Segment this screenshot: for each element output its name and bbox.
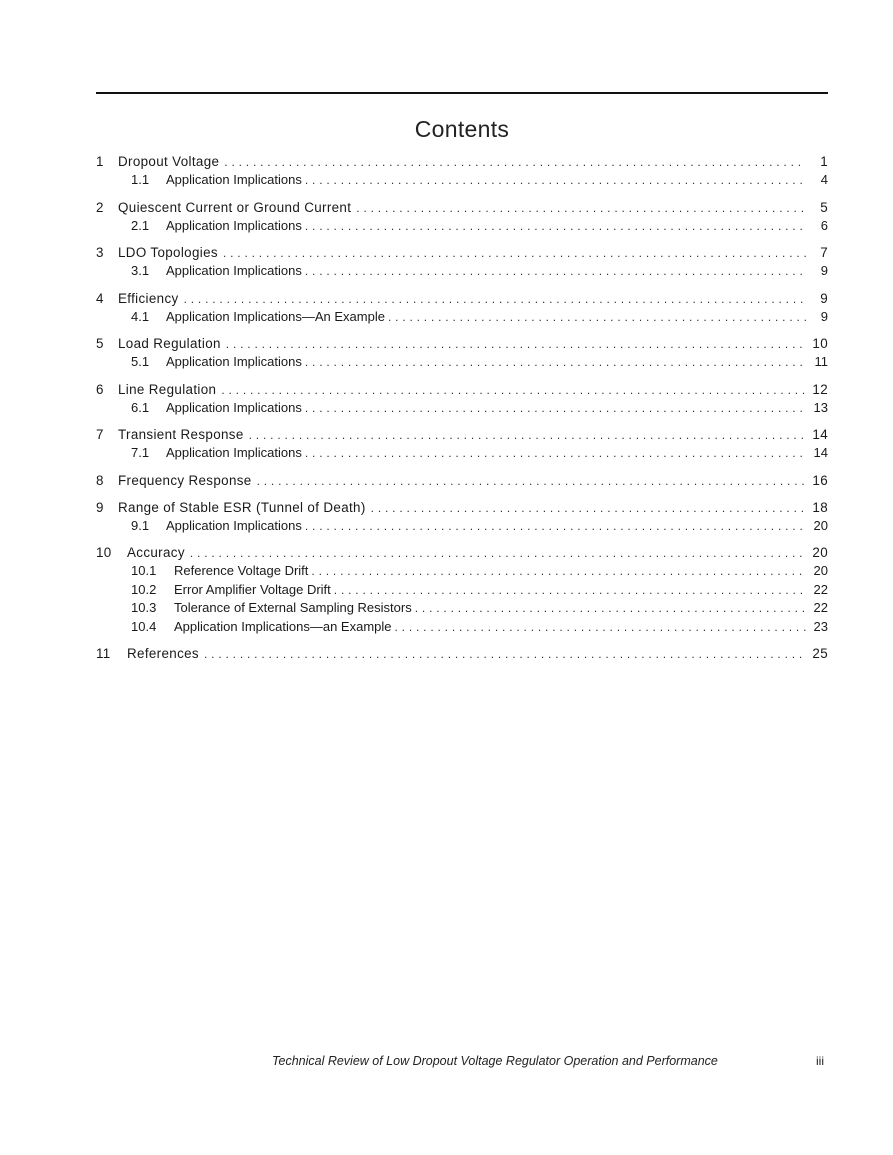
dot-leader (334, 582, 806, 600)
toc-subentry-title: Application Implications (166, 217, 302, 233)
toc-entry[interactable] (96, 335, 828, 353)
dot-leader (305, 172, 806, 190)
toc-subentry[interactable] (96, 308, 828, 327)
dot-leader (356, 199, 806, 217)
dot-leader (305, 263, 806, 281)
toc-entry-title: Load Regulation (118, 336, 221, 351)
toc-entry-page: 20 (812, 545, 828, 560)
toc-section (96, 153, 828, 190)
toc-entry-page: 16 (812, 472, 828, 488)
toc-entry[interactable] (96, 544, 828, 562)
toc-entry-page: 5 (820, 199, 828, 215)
toc-subentry[interactable] (96, 171, 828, 190)
dot-leader (305, 518, 806, 536)
dot-leader (395, 619, 807, 637)
toc-entry-number: 9 (96, 499, 104, 515)
toc-entry-number: 8 (96, 472, 104, 488)
toc-subentry[interactable] (96, 444, 828, 463)
toc-subentry-number: 9.1 (131, 517, 150, 533)
toc-subentry-title: Application Implications—an Example (174, 618, 392, 634)
toc-entry[interactable] (96, 199, 828, 217)
toc-subentry[interactable] (96, 581, 828, 600)
toc-entry-title: References (127, 646, 199, 661)
toc-section (96, 645, 828, 663)
toc-entry-number: 2 (96, 199, 104, 215)
toc-subentry-title: Application Implications (166, 263, 302, 278)
dot-leader (190, 544, 806, 562)
toc-entry-number: 6 (96, 381, 104, 397)
dot-leader (415, 600, 806, 618)
page-title: Contents (414, 116, 510, 142)
toc-subentry[interactable] (96, 262, 828, 281)
header-rule (96, 92, 828, 94)
toc-section (96, 335, 828, 372)
toc-entry-number: 10 (96, 545, 112, 560)
toc-subentry-page: 4 (820, 172, 828, 187)
toc-entry-title: Quiescent Current or Ground Current (118, 199, 352, 215)
toc-entry-title: Accuracy (127, 545, 185, 560)
toc-subentry-number: 4.1 (131, 308, 150, 324)
toc-subentry[interactable] (96, 599, 828, 618)
toc-subentry-title: Application Implications (166, 354, 302, 369)
dot-leader (371, 499, 806, 517)
toc-subentry-title: Application Implications (166, 517, 302, 533)
toc-entry-title: Dropout Voltage (118, 154, 220, 169)
toc-entry-title: Frequency Response (118, 472, 252, 488)
toc-entry-number: 1 (96, 154, 104, 169)
toc-section (96, 199, 828, 236)
dot-leader (204, 645, 806, 663)
toc-entry[interactable] (96, 290, 828, 308)
toc-subentry-page: 14 (813, 445, 828, 460)
toc-subentry[interactable] (96, 562, 828, 581)
toc-subentry-number: 10.3 (131, 600, 157, 615)
toc-section (96, 544, 828, 636)
dot-leader (305, 218, 806, 236)
toc-subentry-title: Reference Voltage Drift (174, 563, 309, 578)
toc-subentry-page: 13 (813, 399, 828, 415)
toc-entry-title: Transient Response (118, 427, 244, 442)
toc-entry-page: 12 (812, 381, 828, 397)
toc-subentry-page: 9 (820, 263, 828, 278)
toc-subentry-number: 10.1 (131, 563, 157, 578)
toc-subentry-page: 23 (813, 618, 828, 634)
toc-entry[interactable] (96, 499, 828, 517)
toc-subentry-number: 10.4 (131, 618, 157, 634)
toc-subentry[interactable] (96, 217, 828, 236)
dot-leader (223, 244, 806, 262)
dot-leader (311, 563, 806, 581)
dot-leader (257, 472, 806, 490)
toc-entry[interactable] (96, 472, 828, 490)
toc-entry-title: LDO Topologies (118, 245, 218, 260)
toc-entry[interactable] (96, 645, 828, 663)
toc-entry-page: 25 (812, 646, 828, 661)
dot-leader (305, 445, 806, 463)
toc-subentry-number: 10.2 (131, 581, 157, 597)
dot-leader (221, 381, 806, 399)
toc-subentry-number: 6.1 (131, 399, 150, 415)
toc-entry-title: Line Regulation (118, 381, 217, 397)
toc-subentry-number: 3.1 (131, 263, 150, 278)
toc-section (96, 499, 828, 536)
toc-subentry-page: 22 (813, 600, 828, 615)
table-of-contents (96, 153, 828, 672)
toc-subentry-title: Application Implications (166, 172, 302, 187)
toc-entry-number: 3 (96, 245, 104, 260)
toc-section (96, 472, 828, 490)
toc-subentry-title: Application Implications (166, 445, 302, 460)
toc-subentry-number: 2.1 (131, 217, 150, 233)
toc-subentry-page: 20 (813, 517, 828, 533)
toc-entry-page: 1 (820, 154, 828, 169)
dot-leader (249, 426, 806, 444)
toc-entry-page: 9 (820, 290, 828, 306)
toc-entry-page: 10 (812, 336, 828, 351)
dot-leader (305, 354, 806, 372)
toc-subentry-title: Application Implications—An Example (166, 308, 385, 324)
toc-entry-number: 11 (96, 646, 111, 661)
toc-subentry-title: Tolerance of External Sampling Resistors (174, 600, 412, 615)
toc-section (96, 244, 828, 281)
toc-subentry-number: 5.1 (131, 354, 150, 369)
dot-leader (305, 400, 806, 418)
toc-subentry-number: 1.1 (131, 172, 150, 187)
toc-entry-title: Range of Stable ESR (Tunnel of Death) (118, 499, 366, 515)
toc-entry-page: 7 (820, 245, 828, 260)
toc-entry-page: 14 (812, 427, 828, 442)
toc-subentry-page: 6 (820, 217, 828, 233)
toc-subentry[interactable] (96, 618, 828, 637)
dot-leader (226, 335, 806, 353)
toc-subentry-page: 11 (814, 354, 828, 369)
footer-document-title: Technical Review of Low Dropout Voltage Regulator Operation and Performance (272, 1054, 718, 1068)
toc-subentry[interactable] (96, 517, 828, 536)
toc-subentry-title: Error Amplifier Voltage Drift (174, 581, 331, 597)
toc-subentry-page: 9 (820, 308, 828, 324)
toc-subentry[interactable] (96, 399, 828, 418)
toc-entry-number: 5 (96, 336, 104, 351)
toc-entry-page: 18 (812, 499, 828, 515)
toc-entry-number: 7 (96, 427, 104, 442)
toc-section (96, 426, 828, 463)
toc-subentry[interactable] (96, 353, 828, 372)
toc-subentry-page: 22 (813, 581, 828, 597)
toc-entry[interactable] (96, 426, 828, 444)
toc-entry[interactable] (96, 153, 828, 171)
toc-subentry-page: 20 (813, 563, 828, 578)
toc-subentry-number: 7.1 (131, 445, 150, 460)
toc-entry[interactable] (96, 244, 828, 262)
toc-section (96, 290, 828, 327)
toc-entry[interactable] (96, 381, 828, 399)
dot-leader (388, 309, 806, 327)
dot-leader (224, 153, 806, 171)
dot-leader (184, 290, 806, 308)
toc-entry-number: 4 (96, 290, 104, 306)
toc-entry-title: Efficiency (118, 290, 179, 306)
footer-page-number: iii (816, 1054, 824, 1068)
toc-subentry-title: Application Implications (166, 399, 302, 415)
toc-section (96, 381, 828, 418)
